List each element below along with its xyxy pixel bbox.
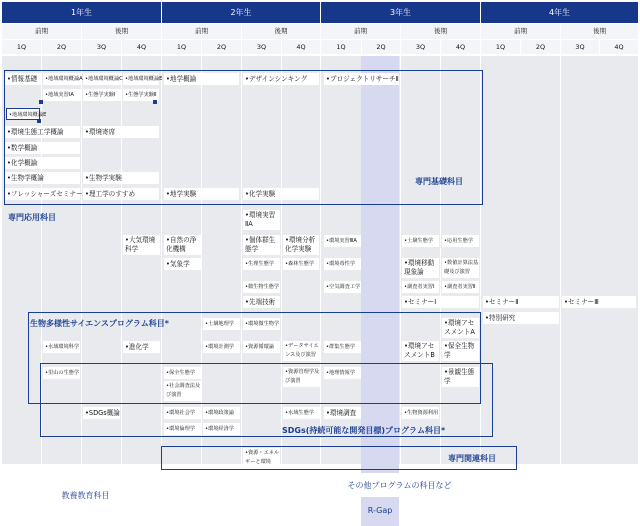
course-item: •土壌地理学 [203,318,240,330]
course-item: •資源・エネルギーと環境 [243,448,280,468]
course-item: •環境アセスメントB [402,341,439,361]
quarter-header: 1Q [2,40,41,54]
quarter-header: 3Q [242,40,281,54]
liberal-arts-label: 教養教育科目 [61,491,110,500]
sdgs-program-label: SDGs(持続可能な開発目標)プログラム科目* [282,426,446,435]
course-item: •里山の生態学 [43,367,80,379]
course-item: •保全生物学 [442,341,479,361]
year-header-4: 4年生 [481,2,638,23]
course-item: •データサイエンス及び演習 [283,341,320,361]
course-item: •水域環境科学 [43,341,80,353]
term-header: 前期 [162,24,241,39]
r-gap-label: R-Gap [367,506,393,515]
quarter-divider [560,56,561,464]
course-item: •個体群生態学 [243,235,280,255]
quarter-header: 4Q [600,40,638,54]
course-item: •環境計測学 [203,341,240,353]
course-item: •森林生態学 [283,258,319,270]
course-item: •化学実験 [243,188,319,200]
quarter-header: 1Q [321,40,361,54]
quarter-header: 2Q [202,40,241,54]
marker [39,100,43,104]
course-item: •地域実習ⅠA [43,89,81,101]
quarter-header: 1Q [162,40,201,54]
course-item: •景観生態学 [442,367,479,387]
other-programs-label: その他プログラムの科目など [347,481,452,490]
course-item: •大気環境科学 [123,235,160,255]
course-item: •資源循環論 [243,341,280,353]
course-item: •微生物生態学 [243,281,280,293]
course-item: •環境生態工学概論 [5,126,80,138]
course-item: •環境実習ⅢA [324,235,361,247]
course-item: •情報基礎 [5,73,41,85]
course-item: •プロジェクトリサーチⅡ [326,75,399,83]
quarter-header: 4Q [122,40,161,54]
marker [37,119,41,123]
course-item: •地理情報学 [324,367,361,379]
course-item: •環境毒性学 [324,258,361,270]
quarter-header: 3Q [401,40,440,54]
applied-courses-label: 専門応用科目 [8,213,56,222]
course-item: •生物資源利用 [402,407,439,419]
term-header: 前期 [481,24,560,39]
quarter-header: 3Q [561,40,599,54]
course-item: •環境経済学 [203,423,240,435]
term-header: 前期 [2,24,81,39]
course-item: •資源管理学及び演習 [283,367,320,387]
course-item: •空気調査工学 [324,281,361,293]
biodiversity-program-label: 生物多様性サイエンスプログラム科目* [30,319,169,328]
course-item: •地学概論 [164,73,239,85]
quarter-header: 3Q [82,40,121,54]
course-item: •生態学実験Ⅱ [123,89,159,101]
course-item: •環境実習ⅡA [243,210,280,230]
course-item: •環境調査 [324,407,361,419]
course-item: •生物学実験 [83,172,159,184]
course-item: •SDGs概論 [85,409,120,417]
course-item: •環境分析化学実験 [283,235,319,255]
course-item: •環境政策論 [203,407,240,419]
course-item: •理工学のすすめ [83,188,159,200]
course-item: •セミナーⅡ [483,296,559,308]
course-item: •環境倫理学 [164,423,201,435]
course-item: •気象学 [164,258,201,270]
course-item: •数値計算法基礎及び演習 [442,258,479,278]
course-item: •生理生態学 [243,258,280,270]
course-item: •自然の浄化機構 [164,235,201,255]
course-item: •水域生態学 [283,407,320,419]
year-header-1: 1年生 [2,2,161,23]
term-header: 後期 [561,24,638,39]
course-item: •環境移動現象論 [402,258,439,278]
course-item: •セミナーⅢ [562,296,636,308]
course-item: •フレッシャーズセミナー [7,190,83,198]
course-item: •地学実験 [164,188,239,200]
course-item: •地域環境概論E [123,73,159,85]
course-item: •調査者実習Ⅱ [442,281,479,293]
year-header-2: 2年生 [162,2,320,23]
course-item: •群集生態学 [324,341,361,353]
quarter-header: 1Q [481,40,520,54]
course-item: •地域環境概論C [83,73,121,85]
course-item: •環境寄席 [83,126,159,138]
quarter-header: 2Q [42,40,81,54]
quarter-header: 2Q [521,40,560,54]
quarter-header: 2Q [362,40,400,54]
quarter-header: 4Q [282,40,320,54]
course-item: •環境アセスメントA [442,318,479,338]
related-courses-label: 専門関連科目 [448,454,496,463]
course-item: •応用生態学 [442,235,479,247]
marker [153,100,157,104]
term-header: 後期 [242,24,320,39]
course-item: •生物学概論 [5,172,80,184]
course-item: •環境微生物学 [243,318,280,330]
course-item: •地域環境概論A [43,73,81,85]
quarter-header: 4Q [441,40,480,54]
course-item: •デザインシンキング [243,73,319,85]
course-item: •地域環境概論E [6,108,40,120]
course-item: •環境社会学 [164,407,201,419]
course-item: •社会調査法及び演習 [164,381,201,401]
course-item: •保全生態学 [164,367,201,379]
year-header-3: 3年生 [321,2,480,23]
term-header: 前期 [321,24,400,39]
basic-courses-label: 専門基礎科目 [415,177,463,186]
course-item: •数学概論 [5,142,80,154]
course-item: •生態学実験Ⅰ [83,89,121,101]
course-item: •進化学 [123,341,160,353]
term-header: 後期 [82,24,161,39]
course-item: •先端技術 [243,296,280,308]
term-header: 後期 [401,24,480,39]
course-item: •特別研究 [483,312,559,324]
course-item: •セミナーⅠ [402,296,479,308]
course-item: •調査者実習Ⅰ [402,281,439,293]
course-item: •土壌生態学 [402,235,439,247]
course-item: •化学概論 [5,157,80,169]
